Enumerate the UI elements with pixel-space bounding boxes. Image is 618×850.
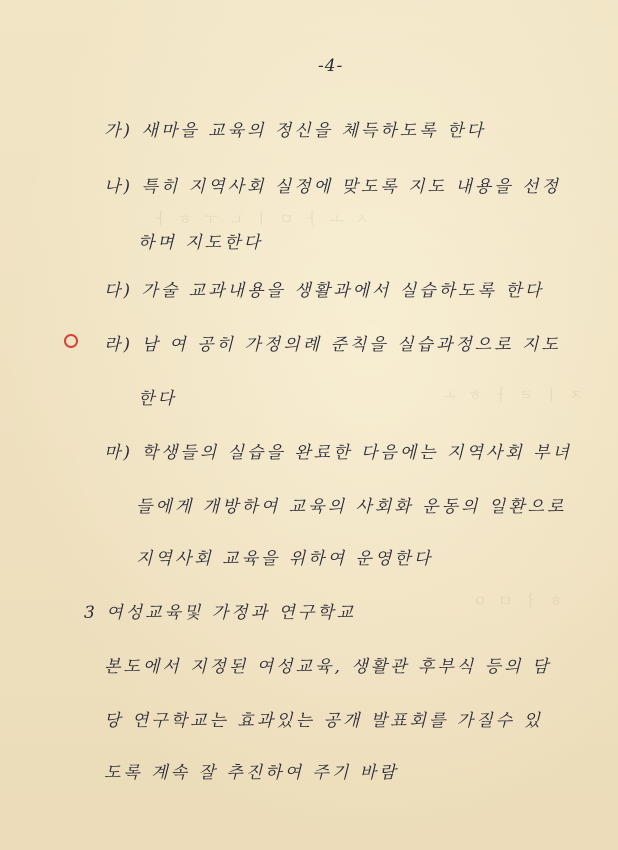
text-line-12: 당 연구학교는 효과있는 공개 발표회를 가질수 있	[104, 711, 543, 731]
section-heading: 3 여성교육및 가정과 연구학교	[84, 603, 357, 623]
bleed-through-text: ㅎ ㅓ ㅁ ㅇ	[470, 592, 564, 610]
page-number: -4-	[318, 56, 344, 76]
text-line-8: 들에게 개방하여 교육의 사회화 운동의 일환으로	[136, 497, 567, 517]
text-line-2: 나) 특히 지역사회 실정에 맞도록 지도 내용을 선정	[104, 177, 561, 197]
text-line-1: 가) 새마을 교육의 정신을 체득하도록 한다	[104, 121, 486, 141]
text-line-3: 하며 지도한다	[138, 233, 263, 253]
red-circle-mark	[64, 334, 78, 348]
text-line-4: 다) 가술 교과내용을 생활과에서 실습하도록 한다	[104, 281, 545, 301]
text-line-13: 도록 계속 잘 추진하여 주기 바람	[104, 763, 399, 783]
text-line-5: 라) 남 여 공히 가정의례 준칙을 실습과정으로 지도	[104, 335, 561, 355]
text-line-6: 한다	[138, 389, 177, 409]
text-line-11: 본도에서 지정된 여성교육, 생활관 후부식 등의 담	[104, 657, 552, 677]
bleed-through-text: ㅈ ㅣ ㄹ ㅏ ㅎ ㅗ	[440, 386, 584, 404]
bleed-through-text: ㅅ ㅗ ㅏ ㅁ ㅣ ㄴ ㅜ ㅎ ㅏ	[150, 210, 370, 228]
text-line-9: 지역사회 교육을 위하여 운영한다	[136, 549, 434, 569]
text-line-7: 마) 학생들의 실습을 완료한 다음에는 지역사회 부녀	[104, 443, 572, 463]
